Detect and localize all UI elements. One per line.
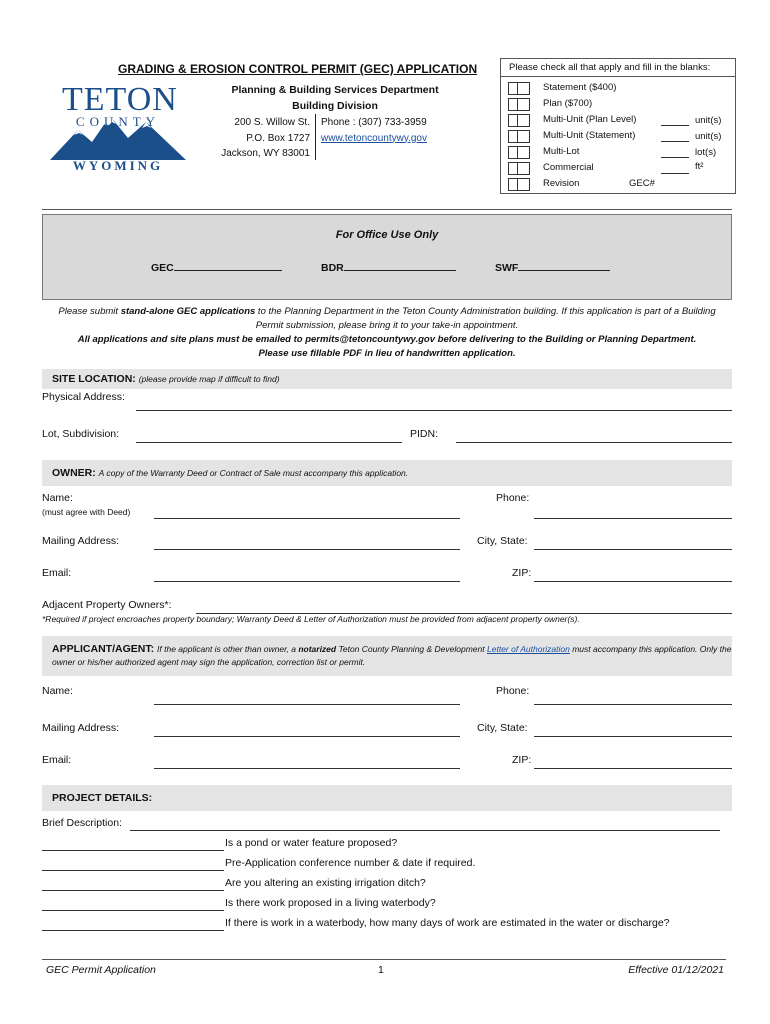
instruction-paragraph-2: All applications and site plans must be emailed to permits@tetoncountywy.gov before delivering to the Building or Planning Department.	[77, 334, 697, 345]
square-feet-label: ft²	[695, 161, 704, 172]
applicant-band	[42, 636, 732, 676]
lots-field[interactable]	[661, 147, 689, 158]
applicant-email-label: Email:	[42, 754, 72, 766]
site-location-band	[42, 369, 732, 389]
living-waterbody-answer-field[interactable]	[42, 909, 224, 911]
checkbox-plan[interactable]	[508, 98, 530, 111]
instruction-paragraph-1	[48, 305, 726, 333]
office-swf-field	[495, 260, 610, 274]
office-swf-label: SWF	[495, 262, 519, 274]
lot-subdivision-label: Lot, Subdivision:	[42, 428, 120, 440]
checkbox-revision[interactable]	[508, 178, 530, 191]
office-bdr-label: BDR	[321, 262, 344, 274]
option-multi-lot: Multi-Lot	[543, 146, 580, 157]
logo-word-teton: TETON	[62, 81, 178, 118]
option-multi-unit-statement: Multi-Unit (Statement)	[543, 130, 636, 141]
adjacent-owners-label: Adjacent Property Owners*:	[42, 599, 172, 611]
applicant-heading: APPLICANT/AGENT:	[52, 643, 155, 655]
applicant-note	[52, 644, 731, 667]
applicant-mailing-field[interactable]	[154, 735, 460, 737]
brief-description-field[interactable]	[130, 829, 720, 831]
square-feet-field[interactable]	[661, 163, 689, 174]
lots-label: lot(s)	[695, 147, 717, 158]
office-gec-label: GEC	[151, 262, 174, 274]
option-plan: Plan ($700)	[543, 98, 593, 109]
page-number: 1	[378, 964, 384, 976]
units-statement-field[interactable]	[661, 131, 689, 142]
option-revision: Revision	[543, 178, 580, 189]
letter-of-authorization-link[interactable]: Letter of Authorization	[487, 644, 570, 654]
owner-mailing-label: Mailing Address:	[42, 535, 120, 547]
submission-instructions	[48, 305, 726, 361]
permit-type-header: Please check all that apply and fill in the blanks:	[501, 59, 735, 77]
units-statement-label: unit(s)	[695, 131, 722, 142]
instr-text-b: stand-alone GEC applications	[120, 306, 256, 317]
instruction-paragraph-3: Please use fillable PDF in lieu of handwritten application.	[258, 348, 516, 359]
applicant-note-d: must accompany this application. Only the owner or his/her authorized agent may sign the application, correction list or permit.	[52, 644, 732, 667]
footer-effective-date: Effective 01/12/2021	[628, 964, 724, 976]
teton-county-logo	[48, 82, 188, 174]
brief-description-label: Brief Description:	[42, 817, 122, 829]
units-plan-label: unit(s)	[695, 115, 722, 126]
site-location-heading: SITE LOCATION:	[52, 373, 136, 385]
option-multi-unit-plan: Multi-Unit (Plan Level)	[543, 114, 637, 125]
physical-address-field[interactable]	[136, 409, 732, 411]
footer-divider	[42, 959, 726, 960]
units-plan-field[interactable]	[661, 115, 689, 126]
pre-application-answer-field[interactable]	[42, 869, 224, 871]
page-title: GRADING & EROSION CONTROL PERMIT (GEC) APPLICATION	[118, 62, 478, 76]
owner-phone-field[interactable]	[534, 517, 732, 519]
footer-form-name: GEC Permit Application	[46, 964, 156, 976]
applicant-city-field[interactable]	[534, 735, 732, 737]
logo-word-wyoming: WYOMING	[72, 158, 164, 173]
office-bdr-line	[344, 260, 456, 271]
adjacent-owners-note: *Required if project encroaches property boundary; Warranty Deed & Letter of Authorization must be provided from adjacent property owner(s).	[42, 614, 580, 624]
owner-email-label: Email:	[42, 567, 72, 579]
checkbox-multi-lot[interactable]	[508, 146, 530, 159]
project-details-band	[42, 785, 732, 811]
office-use-title: For Office Use Only	[335, 229, 439, 241]
department-line1: Planning & Building Services Department	[231, 84, 439, 96]
checkbox-multi-unit-plan[interactable]	[508, 114, 530, 127]
physical-address-label: Physical Address:	[42, 391, 125, 403]
irrigation-ditch-answer-field[interactable]	[42, 889, 224, 891]
office-gec-line	[174, 260, 282, 271]
owner-phone-label: Phone:	[496, 492, 530, 504]
owner-name-field[interactable]	[154, 517, 460, 519]
address-divider	[315, 114, 316, 160]
owner-heading: OWNER:	[52, 467, 96, 479]
applicant-phone-label: Phone:	[496, 685, 530, 697]
checkbox-commercial[interactable]	[508, 162, 530, 175]
question-irrigation-ditch: Are you altering an existing irrigation ditch?	[225, 877, 426, 889]
applicant-note-c: Teton County Planning & Development	[336, 644, 487, 654]
address-line3: Jackson, WY 83001	[221, 148, 310, 159]
pidn-field[interactable]	[456, 441, 732, 443]
lot-subdivision-field[interactable]	[136, 441, 402, 443]
department-name	[210, 82, 460, 114]
owner-city-label: City, State:	[477, 535, 528, 547]
applicant-zip-label: ZIP:	[512, 754, 532, 766]
owner-note: A copy of the Warranty Deed or Contract of Sale must accompany this application.	[98, 468, 409, 478]
owner-zip-field[interactable]	[534, 580, 732, 582]
applicant-mailing-label: Mailing Address:	[42, 722, 120, 734]
owner-name-note: (must agree with Deed)	[42, 507, 131, 517]
office-bdr-field	[321, 260, 456, 274]
applicant-phone-field[interactable]	[534, 703, 732, 705]
option-statement: Statement ($400)	[543, 82, 617, 93]
site-location-note: (please provide map if difficult to find)	[138, 374, 280, 384]
applicant-zip-field[interactable]	[534, 767, 732, 769]
website-link[interactable]: www.tetoncountywy.gov	[321, 132, 427, 144]
permit-type-panel	[500, 58, 736, 194]
revision-gec-label: GEC#	[629, 178, 655, 189]
question-pond: Is a pond or water feature proposed?	[225, 837, 398, 849]
applicant-note-notarized: notarized	[298, 644, 337, 654]
address-line2: P.O. Box 1727	[246, 132, 310, 144]
address-line1: 200 S. Willow St.	[234, 117, 310, 128]
checkbox-statement[interactable]	[508, 82, 530, 95]
applicant-city-label: City, State:	[477, 722, 528, 734]
applicant-email-field[interactable]	[154, 767, 460, 769]
instr-text-c: to the Planning Department in the Teton County Administration building. If this application is part of a Building Permit submission, please bring it to your take-in appointment.	[255, 306, 716, 331]
logo-word-county: COUNTY	[75, 114, 161, 129]
waterbody-days-answer-field[interactable]	[42, 929, 224, 931]
applicant-name-field[interactable]	[154, 703, 460, 705]
owner-email-field[interactable]	[154, 580, 460, 582]
question-waterbody-days: If there is work in a waterbody, how many days of work are estimated in the water or discharge?	[225, 917, 670, 929]
owner-name-label: Name:	[42, 492, 73, 504]
checkbox-multi-unit-statement[interactable]	[508, 130, 530, 143]
office-gec-field	[151, 260, 282, 274]
question-pre-application: Pre-Application conference number & date if required.	[225, 857, 476, 869]
phone-number: Phone : (307) 733-3959	[321, 117, 427, 128]
owner-mailing-field[interactable]	[154, 548, 460, 550]
question-living-waterbody: Is there work proposed in a living waterbody?	[225, 897, 436, 909]
pidn-label: PIDN:	[410, 428, 439, 440]
office-use-box	[42, 214, 732, 300]
contact-info	[321, 115, 427, 146]
instr-text-a: Please submit	[58, 306, 121, 317]
office-swf-line	[518, 260, 610, 271]
owner-city-field[interactable]	[534, 548, 732, 550]
department-line2: Building Division	[292, 100, 378, 112]
pond-answer-field[interactable]	[42, 849, 224, 851]
mailing-address	[212, 115, 310, 162]
applicant-name-label: Name:	[42, 685, 73, 697]
option-commercial: Commercial	[543, 162, 594, 173]
project-details-heading: PROJECT DETAILS:	[52, 792, 153, 804]
header-divider	[42, 209, 732, 210]
applicant-note-a: If the applicant is other than owner, a	[157, 644, 299, 654]
owner-zip-label: ZIP:	[512, 567, 532, 579]
owner-band	[42, 460, 732, 486]
